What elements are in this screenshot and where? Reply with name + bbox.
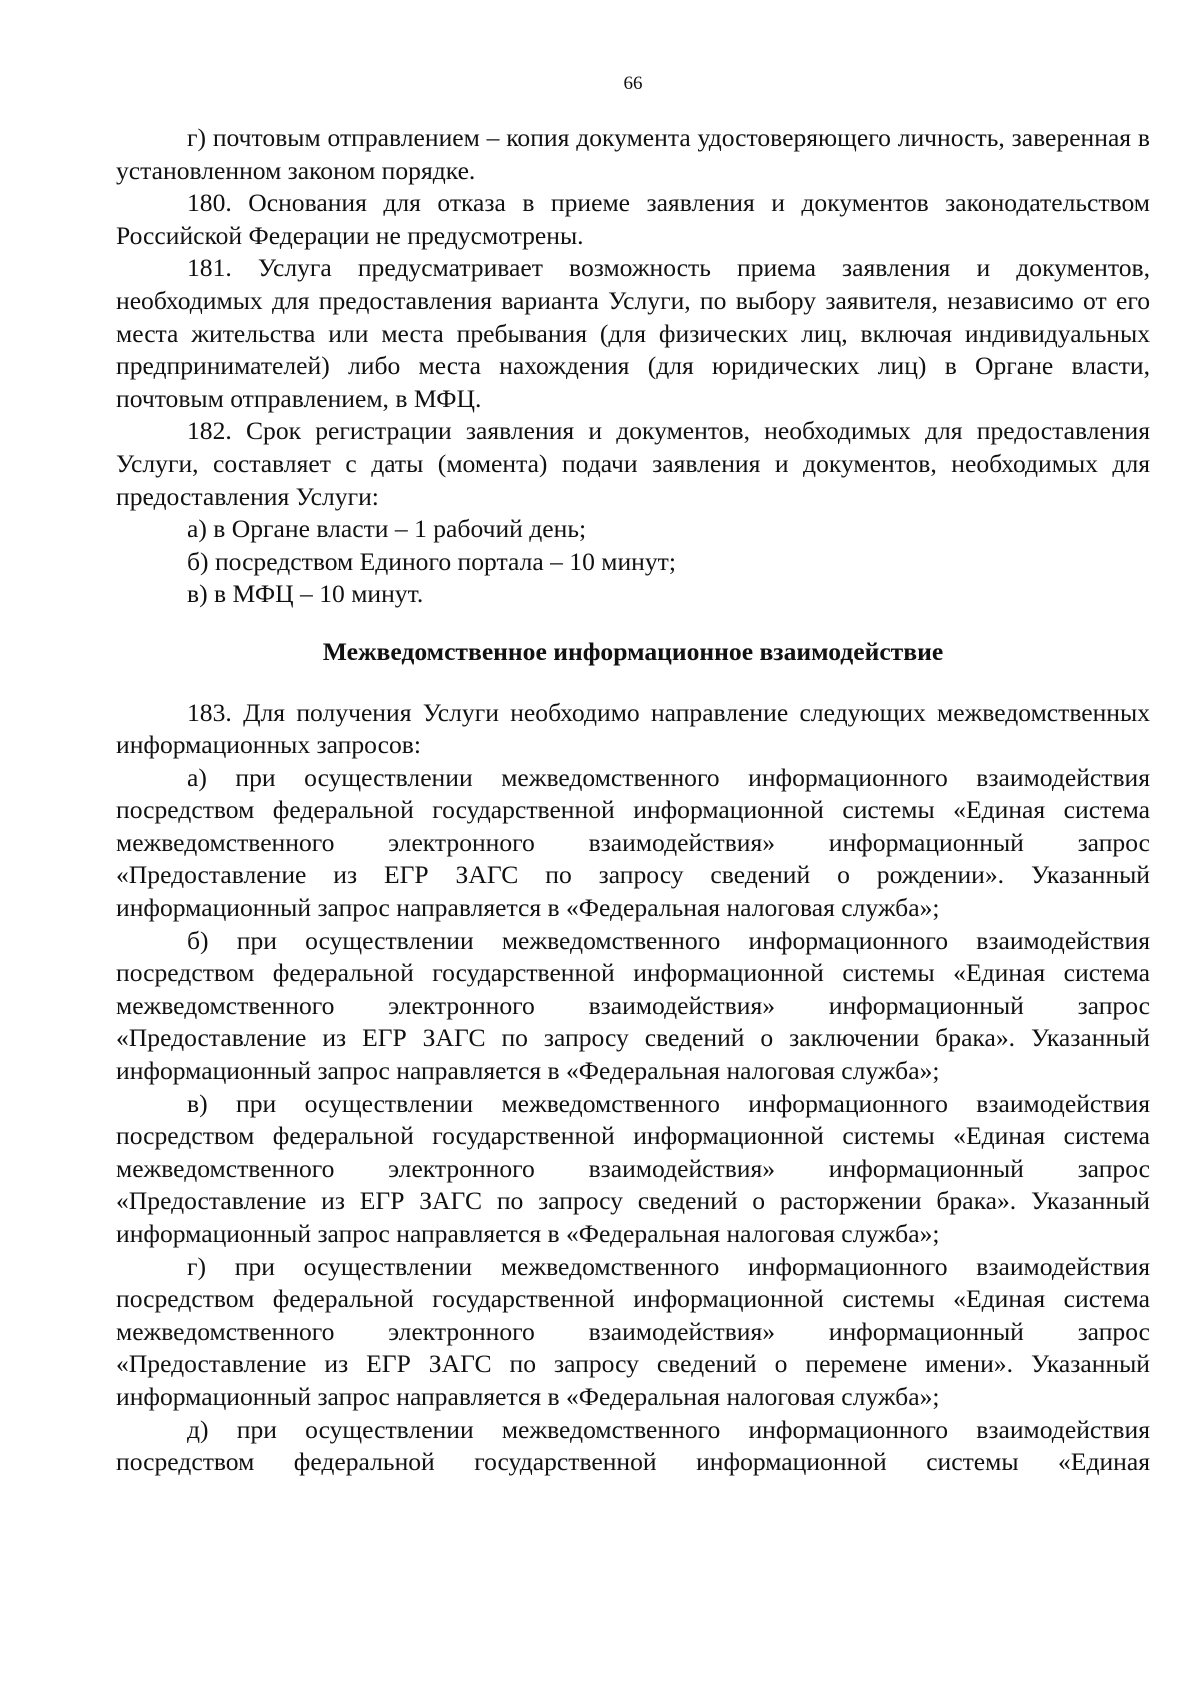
request-item-v: в) при осуществлении межведомственного информационного взаимодействия посредством федеральной государственной информационной системы «Единая система межведомственного электронного взаимодействия» информационный запрос «Предоставление из ЕГР ЗАГС по запросу сведений о расторжении брака». Указанный информационный запрос направляется в «Федеральная налоговая служба»; [116,1088,1150,1248]
list-item-b: б) посредством Единого портала – 10 минут; [187,546,676,576]
request-item-g: г) при осуществлении межведомственного информационного взаимодействия посредством федеральной государственной информационной системы «Единая система межведомственного электронного взаимодействия» информационный запрос «Предоставление из ЕГР ЗАГС по запросу сведений о перемене имени». Указанный информационный запрос направляется в «Федеральная налоговая служба»; [116,1251,1150,1411]
request-item-b: б) при осуществлении межведомственного информационного взаимодействия посредством федеральной государственной информационной системы «Единая система межведомственного электронного взаимодействия» информационный запрос «Предоставление из ЕГР ЗАГС по запросу сведений о заключении брака». Указанный информационный запрос направляется в «Федеральная налоговая служба»; [116,925,1150,1086]
list-item-a: а) в Органе власти – 1 рабочий день; [187,514,587,544]
request-item-a: а) при осуществлении межведомственного информационного взаимодействия посредством федеральной государственной информационной системы «Единая система межведомственного электронного взаимодействия» информационный запрос «Предоставление из ЕГР ЗАГС по запросу сведений о рождении». Указанный информационный запрос направляется в «Федеральная налоговая служба»; [116,762,1150,923]
paragraph-180: 180. Основания для отказа в приеме заявления и документов законодательством Российской Федерации не предусмотрены. [116,188,1150,250]
paragraph-181: 181. Услуга предусматривает возможность приема заявления и документов, необходимых для предоставления варианта Услуги, по выбору заявителя, независимо от его места жительства или места пребывания (для физических лиц, включая индивидуальных предпринимателей) либо места нахождения (для юридических лиц) в Органе власти, почтовым отправлением, в МФЦ. [116,253,1150,413]
section-heading: Межведомственное информационное взаимодействие [322,636,944,666]
document-body [116,122,1150,1479]
paragraph-item-g-mail: г) почтовым отправлением – копия документа удостоверяющего личность, заверенная в установленном законом порядке. [116,123,1150,185]
page-number: 66 [623,73,643,94]
request-item-d: д) при осуществлении межведомственного информационного взаимодействия посредством федеральной государственной информационной системы «Единая [116,1414,1150,1477]
list-item-v: в) в МФЦ – 10 минут. [187,579,424,609]
paragraph-183: 183. Для получения Услуги необходимо направление следующих межведомственных информационных запросов: [116,697,1150,760]
paragraph-182: 182. Срок регистрации заявления и документов, необходимых для предоставления Услуги, составляет с даты (момента) подачи заявления и документов, необходимых для предоставления Услуги: [116,416,1150,511]
